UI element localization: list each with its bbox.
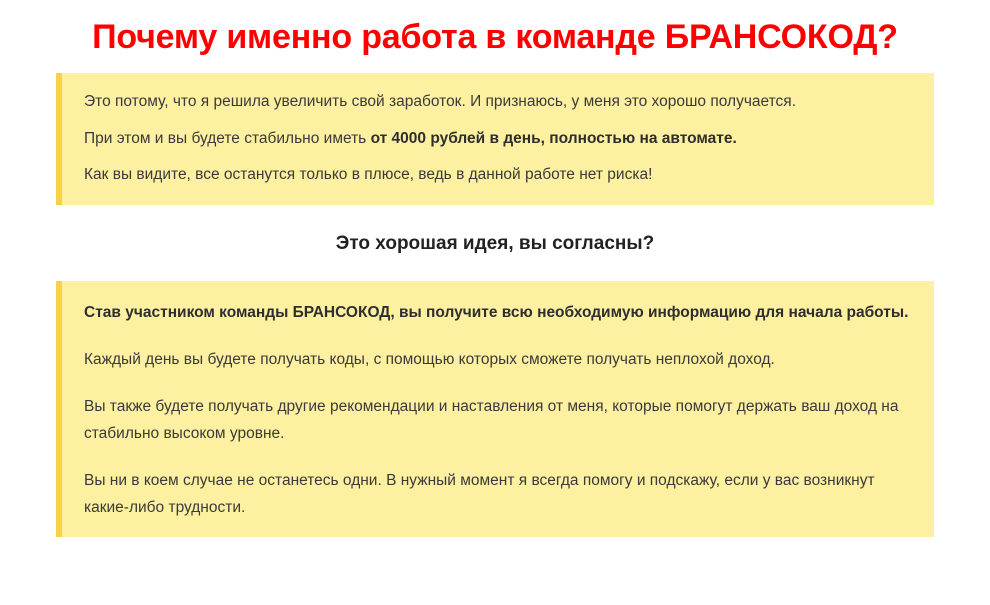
highlight-block-intro [56, 73, 934, 204]
paragraph [84, 393, 912, 447]
page-content [0, 18, 990, 537]
paragraph-list-intro [84, 91, 912, 186]
paragraph [84, 164, 912, 186]
paragraph [84, 467, 912, 521]
body-text: Это потому, что я решила увеличить свой заработок. И признаюсь, у меня это хорошо получается. [84, 93, 797, 111]
emphasis-text: от 4000 рублей в день, полностью на автомате. [370, 129, 737, 147]
body-text: Как вы видите, все останутся только в плюсе, ведь в данной работе нет риска! [84, 166, 653, 184]
paragraph-list-benefits [84, 299, 912, 522]
emphasis-text: Став участником команды БРАНСОКОД, вы получите всю необходимую информацию для начала работы. [84, 303, 909, 321]
paragraph [84, 346, 912, 373]
paragraph [84, 128, 912, 150]
body-text: Каждый день вы будете получать коды, с помощью которых сможете получать неплохой доход. [84, 350, 775, 368]
body-text: При этом и вы будете стабильно иметь [84, 129, 371, 147]
page-title: Почему именно работа в команде БРАНСОКОД? [92, 18, 898, 56]
highlight-block-benefits [56, 281, 934, 538]
section-subheading: Это хорошая идея, вы согласны? [335, 232, 655, 254]
paragraph [84, 299, 912, 326]
paragraph [84, 91, 912, 113]
body-text: Вы ни в коем случае не останетесь одни. В нужный момент я всегда помогу и подскажу, если у вас возникнут какие-либо трудности. [84, 472, 875, 517]
body-text: Вы также будете получать другие рекомендации и наставления от меня, которые помогут держать ваш доход на стабильно высоком уровне. [84, 397, 899, 442]
